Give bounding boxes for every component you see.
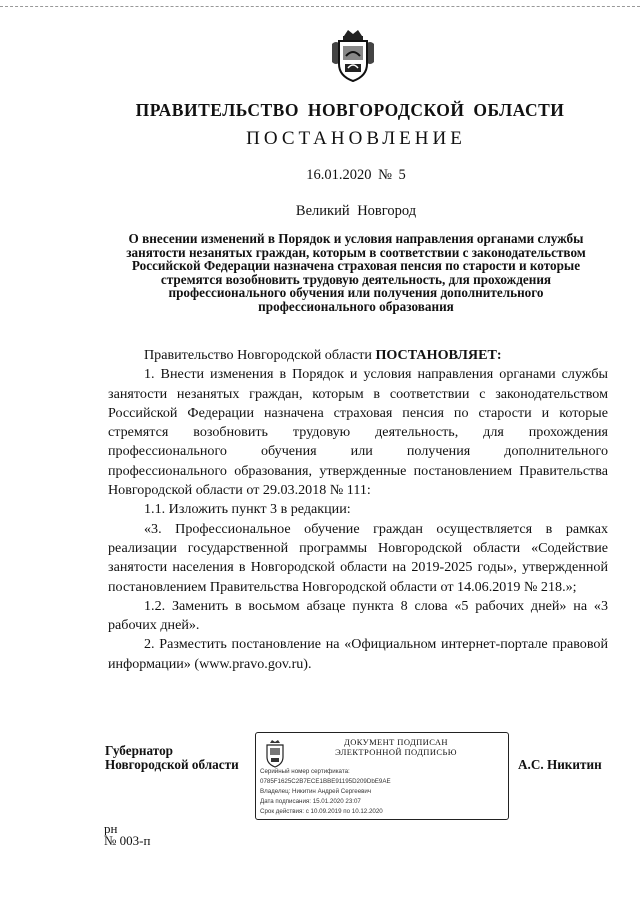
- document-date-number: 16.01.2020 № 5: [306, 167, 406, 183]
- stamp-validity: Срок действия: с 10.09.2019 по 10.12.2020: [260, 808, 383, 815]
- stamp-owner: Владелец: Никитин Андрей Сергеевич: [260, 788, 372, 795]
- lead-keyword: ПОСТАНОВЛЯЕТ:: [375, 347, 502, 363]
- coat-of-arms-icon: [262, 738, 288, 768]
- document-subject: О внесении изменений в Порядок и условия направления органами службы занятости незанятых граждан, которым в соответствии с законодательством Российской Федерации назначена страховая пенсия по старости и которые стремятся возобновить трудовую деятельность, для прохождения профессионального обучения или получения дополнительного профессионального образования: [126, 231, 586, 314]
- stamp-details: [260, 767, 506, 817]
- document-reference: [104, 823, 150, 847]
- paragraph-2: 2. Разместить постановление на «Официальном интернет-портале правовой информации» (www.pravo.gov.ru).: [108, 636, 608, 672]
- document-body: [108, 346, 608, 674]
- scan-top-edge: [0, 6, 640, 7]
- lead-text: Правительство Новгородской области: [144, 347, 376, 363]
- paragraph-1-1: 1.1. Изложить пункт 3 в редакции:: [144, 501, 351, 518]
- stamp-cert-label: Серийный номер сертификата:: [260, 768, 350, 775]
- signatory-title: [105, 744, 239, 772]
- stamp-cert-number: 0785F1625C2B7ECE1BBE91195D209DbE9AE: [260, 778, 391, 785]
- signatory-title-line2: Новгородской области: [105, 757, 239, 772]
- signatory-name: А.С. Никитин: [518, 757, 602, 772]
- stamp-sign-date: Дата подписания: 15.01.2020 23:07: [260, 798, 361, 805]
- organization-title: ПРАВИТЕЛЬСТВО НОВГОРОДСКОЙ ОБЛАСТИ: [135, 100, 565, 120]
- document-city: Великий Новгород: [295, 203, 417, 219]
- stamp-title: [296, 737, 496, 757]
- registration-code: № 003-п: [104, 833, 151, 848]
- signatory-title-line1: Губернатор: [105, 743, 173, 758]
- paragraph-1-2: 1.2. Заменить в восьмом абзаце пункта 8 слова «5 рабочих дней» на «3 рабочих дней».: [108, 597, 608, 634]
- document-type: ПОСТАНОВЛЕНИЕ: [246, 128, 466, 149]
- coat-of-arms-icon: [330, 26, 376, 84]
- stamp-title-line2: ЭЛЕКТРОННОЙ ПОДПИСЬЮ: [335, 747, 457, 757]
- stamp-title-line1: ДОКУМЕНТ ПОДПИСАН: [344, 737, 448, 747]
- electronic-signature-stamp: [255, 732, 509, 820]
- executor-code: рн: [104, 821, 118, 836]
- paragraph-quote: «3. Профессиональное обучение граждан осуществляется в рамках реализации государственной программы Новгородской области «Содействие занятости населения в Новгородской области на 2019-2025 годы», утвержденной постановлением Правительства Новгородской области от 14.06.2019 № 218.»;: [108, 520, 608, 595]
- resolution-lead: [108, 346, 608, 365]
- paragraph-1: 1. Внести изменения в Порядок и условия направления органами службы занятости незанятых граждан, которым в соответствии с законодательством Российской Федерации назначена страховая пенсия по старости и которые стремятся возобновить трудовую деятельность, для прохождения профессионального обучения или получения дополнительного профессионального образования, утвержденные постановлением Правительства Новгородской области от 29.03.2018 № 111:: [108, 366, 608, 499]
